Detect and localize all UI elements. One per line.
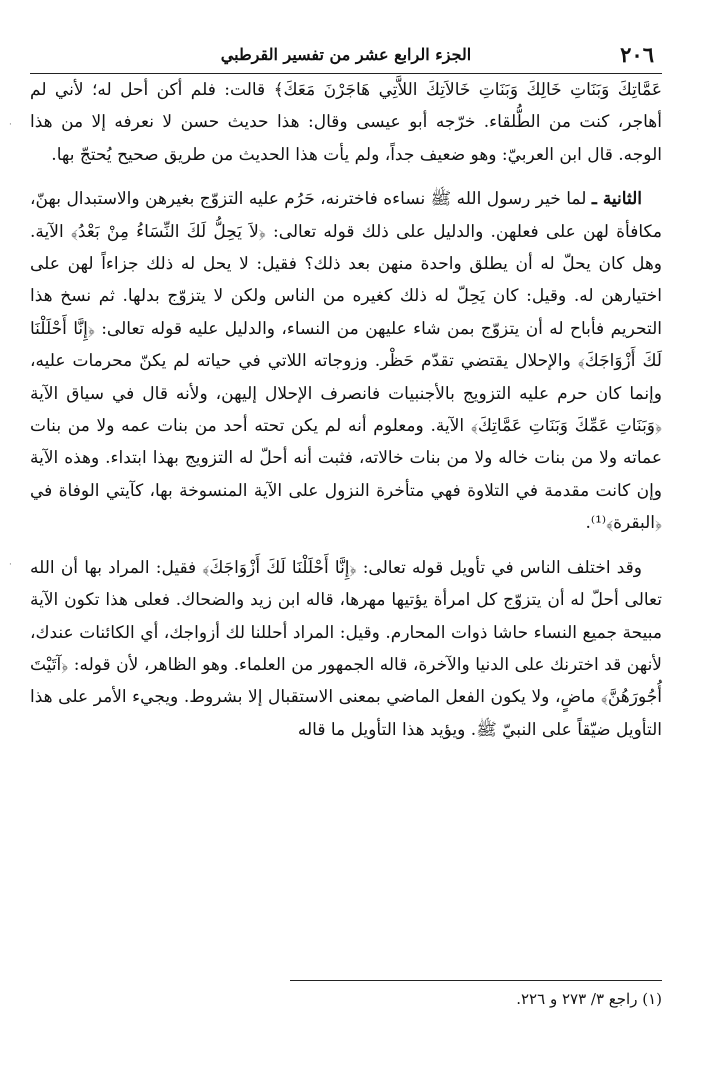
page-header [30,36,662,70]
running-title: الجزء الرابع عشر من تفسير القرطبي [220,45,472,64]
margin-dot: · [9,560,12,570]
margin-dot: · [9,120,12,130]
section-lead: الثانية ـ [591,189,643,210]
paragraph-interpretation [30,552,662,746]
paragraph-text: وقد اختلف الناس في تأويل قوله تعالى: ﴿إِنَّا أَحْلَلْنَا لَكَ أَزْوَاجَكَ﴾ فقيل: المراد بها أن الله تعالى أحلّ له أن يتزوّج كل امرأة يؤتيها مهرها، قاله ابن زيد والضحاك. فعلى هذا تكون الآية مبيحة جميع النساء حاشا ذوات المحارم. وقيل: المراد أحللنا لك أزواجك، أي الكائنات عندك، لأنهن قد اخترنك على الدنيا والآخرة، قاله الجمهور من العلماء. وهو الظاهر، لأن قوله: ﴿آتَيْتَ أُجُورَهُنَّ﴾ ماضٍ، ولا يكون الفعل الماضي بمعنى الاستقبال إلا بشروط. ويجيء الأمر على هذا التأويل ضيّقاً على النبيّ ﷺ. ويؤيد هذا التأويل ما قاله [30,557,662,740]
paragraph-continuation [30,74,662,171]
footnote: (١) راجع ٣/ ٢٧٣ و ٢٢٦. [516,990,662,1008]
paragraph-second-ruling [30,183,662,539]
paragraph-text: لما خير رسول الله ﷺ نساءه فاخترنه، حَرُم عليه التزوّج بغيرهن والاستبدال بهنّ، مكافأة لهن على فعلهن. والدليل على ذلك قوله تعالى: ﴿لاَ يَحِلُّ لَكَ النِّسَاءُ مِنْ بَعْدُ﴾ الآية. وهل كان يحلّ له أن يطلق واحدة منهن بعد ذلك؟ فقيل: لا يحل له ذلك جزاءاً لهن على اختيارهن له. وقيل: كان يَحِلّ له ذلك كغيره من الناس ولكن لا يتزوّج بدلها. ثم نسخ هذا التحريم فأباح له أن يتزوّج بمن شاء عليهن من النساء، والدليل عليه قوله تعالى: ﴿إِنَّا أَحْلَلْنَا لَكَ أَزْوَاجَكَ﴾ والإحلال يقتضي تقدّم حَظْر. وزوجاته اللاتي في حياته لم يكنّ محرمات عليه، وإنما كان حرم عليه التزويج بالأجنبيات فانصرف الإحلال إليهن، ولأنه قال في سياق الآية ﴿وَبَنَاتِ عَمِّكَ وَبَنَاتِ عَمَّاتِكَ﴾ الآية. ومعلوم أنه لم يكن تحته أحد من بنات عمه ولا من بنات عماته ولا من بنات خاله ولا من بنات خالاته، فثبت أنه أحلّ له التزويج بهذا ابتداء. وهذه الآية وإن كانت مقدمة في التلاوة فهي متأخرة النزول على الآية المنسوخة بها، كآيتي الوفاة في ﴿البقرة﴾⁽¹⁾. [30,189,662,534]
body-text [30,74,662,746]
paragraph-text: عَمَّاتِكَ وَبَنَاتِ خَالِكَ وَبَنَاتِ خَالاَتِكَ اللاَّتِي هَاجَرْنَ مَعَكَ﴾ قالت: فلم أكن أحل له؛ لأني لم أهاجر، كنت من الطُّلقاء. خرّجه أبو عيسى وقال: هذا حديث حسن لا نعرفه إلا من هذا الوجه. قال ابن العربيّ: وهو ضعيف جداً، ولم يأت هذا الحديث من طريق صحيح يُحتجّ بها. [30,80,662,165]
footnote-rule [290,980,662,981]
page-number: ٢٠٦ [620,42,654,67]
